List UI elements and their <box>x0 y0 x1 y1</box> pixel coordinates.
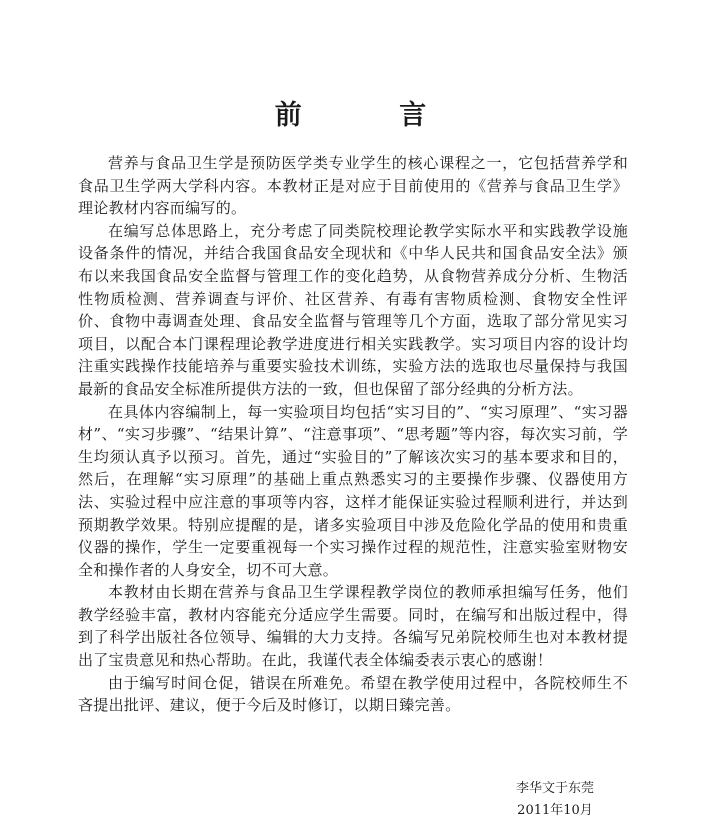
preface-body <box>78 152 628 717</box>
paragraph: 在具体内容编制上，每一实验项目均包括“实习目的”、“实习原理”、“实习器材”、“实习步骤”、“结果计算”、“注意事项”、“思考题”等内容，每次实习前，学生均须认真予以预习。首先，通过“实验目的”了解该次实习的基本要求和目的，然后，在理解“实习原理”的基础上重点熟悉实习的主要操作步骤、仪器使用方法、实验过程中应注意的事项等内容，这样才能保证实验过程顺利进行，并达到预期教学效果。特别应提醒的是，诸多实验项目中涉及危险化学品的使用和贵重仪器的操作，学生一定要重视每一个实习操作过程的规范性，注意实验室财物安全和操作者的人身安全，切不可大意。 <box>78 402 628 579</box>
signature-block <box>480 778 630 822</box>
page-title: 前 言 <box>274 100 471 131</box>
paragraph: 营养与食品卫生学是预防医学类专业学生的核心课程之一，它包括营养学和食品卫生学两大学科内容。本教材正是对应于目前使用的《营养与食品卫生学》理论教材内容而编写的。 <box>78 154 628 218</box>
paragraph: 由于编写时间仓促，错误在所难免。希望在教学使用过程中，各院校师生不吝提出批评、建议，便于今后及时修订，以期日臻完善。 <box>78 673 628 715</box>
signature-date: 2011年10月 <box>517 803 593 818</box>
paragraph: 本教材由长期在营养与食品卫生学课程教学岗位的教师承担编写任务，他们教学经验丰富，教材内容能充分适应学生需要。同时，在编写和出版过程中，得到了科学出版社各位领导、编辑的大力支持。各编写兄弟院校师生也对本教材提出了宝贵意见和热心帮助。在此，我谨代表全体编委表示衷心的感谢！ <box>78 583 628 670</box>
signature-author: 李华文于东莞 <box>515 781 594 796</box>
paragraph: 在编写总体思路上，充分考虑了同类院校理论教学实际水平和实践教学设施设备条件的情况，并结合我国食品安全现状和《中华人民共和国食品安全法》颁布以来我国食品安全监督与管理工作的变化趋势，从食物营养成分分析、生物活性物质检测、营养调查与评价、社区营养、有毒有害物质检测、食物安全性评价、食物中毒调查处理、食品安全监督与管理等几个方面，选取了部分常见实习项目，以配合本门课程理论教学进度进行相关实践教学。实习项目内容的设计均注重实践操作技能培养与重要实验技术训练，实验方法的选取也尽量保持与我国最新的食品安全标准所提供方法的一致，但也保留了部分经典的分析方法。 <box>78 221 628 398</box>
